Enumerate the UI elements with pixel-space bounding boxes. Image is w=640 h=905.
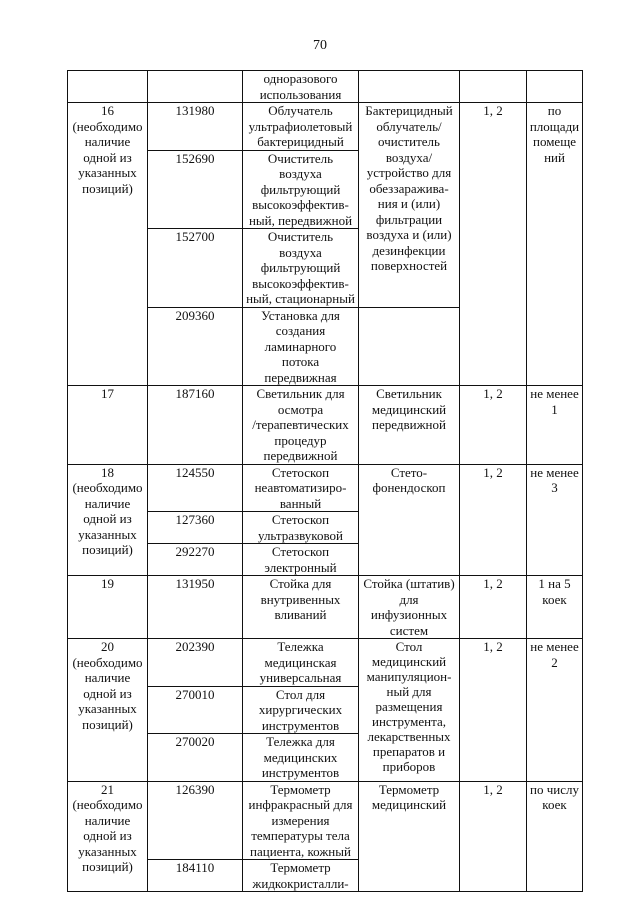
- cell-req: 1, 2: [460, 103, 527, 386]
- cell-desc: Стойка (штатив) для инфузионных систем: [359, 576, 460, 639]
- cell-code: 202390: [148, 639, 243, 687]
- cell-req: [460, 71, 527, 103]
- table-row: [68, 639, 583, 687]
- cell-req: 1, 2: [460, 386, 527, 465]
- cell-qty: не менее 2: [527, 639, 583, 782]
- table-row: [68, 464, 583, 512]
- cell-code: 131950: [148, 576, 243, 639]
- cell-code: 126390: [148, 781, 243, 860]
- cell-desc: Стол медицинский манипуляцион- ный для размещения инструмента, лекарственных препаратов и приборов: [359, 639, 460, 782]
- cell-code: 124550: [148, 464, 243, 512]
- cell-num: 20 (необходимо наличие одной из указанных позиций): [68, 639, 148, 782]
- table-row: [68, 386, 583, 465]
- cell-qty: не менее 1: [527, 386, 583, 465]
- cell-qty: 1 на 5 коек: [527, 576, 583, 639]
- cell-desc: Светильник медицинский передвижной: [359, 386, 460, 465]
- cell-num: 19: [68, 576, 148, 639]
- table-row: [68, 576, 583, 639]
- cell-desc: Бактерицидный облучатель/ очиститель воздуха/ устройство для обеззаражива- ния и (или) фильтрации воздуха и (или) дезинфекции поверхностей: [359, 103, 460, 308]
- cell-qty: не менее 3: [527, 464, 583, 576]
- cell-qty: по числу коек: [527, 781, 583, 892]
- cell-name: одноразового использования: [243, 71, 359, 103]
- cell-code: 292270: [148, 544, 243, 576]
- cell-desc: Стето- фонендоскоп: [359, 464, 460, 576]
- cell-num: 18 (необходимо наличие одной из указанных позиций): [68, 464, 148, 576]
- cell-name: Тележка медицинская универсальная: [243, 639, 359, 687]
- cell-name: Стойка для внутривенных вливаний: [243, 576, 359, 639]
- cell-num: 17: [68, 386, 148, 465]
- table-row: [68, 781, 583, 860]
- equipment-table: [67, 70, 583, 892]
- cell-name: Тележка для медицинских инструментов: [243, 734, 359, 782]
- cell-num: 16 (необходимо наличие одной из указанных позиций): [68, 103, 148, 386]
- cell-name: Термометр жидкокристалли-: [243, 860, 359, 892]
- cell-num: [68, 71, 148, 103]
- cell-name: Стетоскоп неавтоматизиро- ванный: [243, 464, 359, 512]
- cell-code: 209360: [148, 307, 243, 386]
- cell-qty: по площади помеще ний: [527, 103, 583, 386]
- cell-name: Очиститель воздуха фильтрующий высокоэффектив- ный, стационарный: [243, 229, 359, 308]
- cell-code: 184110: [148, 860, 243, 892]
- cell-name: Очиститель воздуха фильтрующий высокоэффектив- ный, передвижной: [243, 150, 359, 229]
- cell-code: 131980: [148, 103, 243, 151]
- cell-code: 187160: [148, 386, 243, 465]
- cell-code: [148, 71, 243, 103]
- page-number: 70: [313, 38, 327, 53]
- cell-code: 152690: [148, 150, 243, 229]
- cell-name: Установка для создания ламинарного потока передвижная: [243, 307, 359, 386]
- cell-name: Стетоскоп электронный: [243, 544, 359, 576]
- cell-name: Стол для хирургических инструментов: [243, 686, 359, 734]
- cell-name: Термометр инфракрасный для измерения температуры тела пациента, кожный: [243, 781, 359, 860]
- cell-req: 1, 2: [460, 576, 527, 639]
- cell-code: 270010: [148, 686, 243, 734]
- cell-req: 1, 2: [460, 781, 527, 892]
- cell-name: Стетоскоп ультразвуковой: [243, 512, 359, 544]
- table-row: [68, 71, 583, 103]
- cell-qty: [527, 71, 583, 103]
- cell-code: 270020: [148, 734, 243, 782]
- cell-desc: Термометр медицинский: [359, 781, 460, 892]
- cell-code: 152700: [148, 229, 243, 308]
- cell-desc: [359, 71, 460, 103]
- cell-name: Облучатель ультрафиолетовый бактерицидный: [243, 103, 359, 151]
- cell-name: Светильник для осмотра /терапевтических процедур передвижной: [243, 386, 359, 465]
- cell-desc: [359, 307, 460, 386]
- cell-code: 127360: [148, 512, 243, 544]
- cell-req: 1, 2: [460, 639, 527, 782]
- cell-num: 21 (необходимо наличие одной из указанных позиций): [68, 781, 148, 892]
- cell-req: 1, 2: [460, 464, 527, 576]
- table-row: [68, 103, 583, 151]
